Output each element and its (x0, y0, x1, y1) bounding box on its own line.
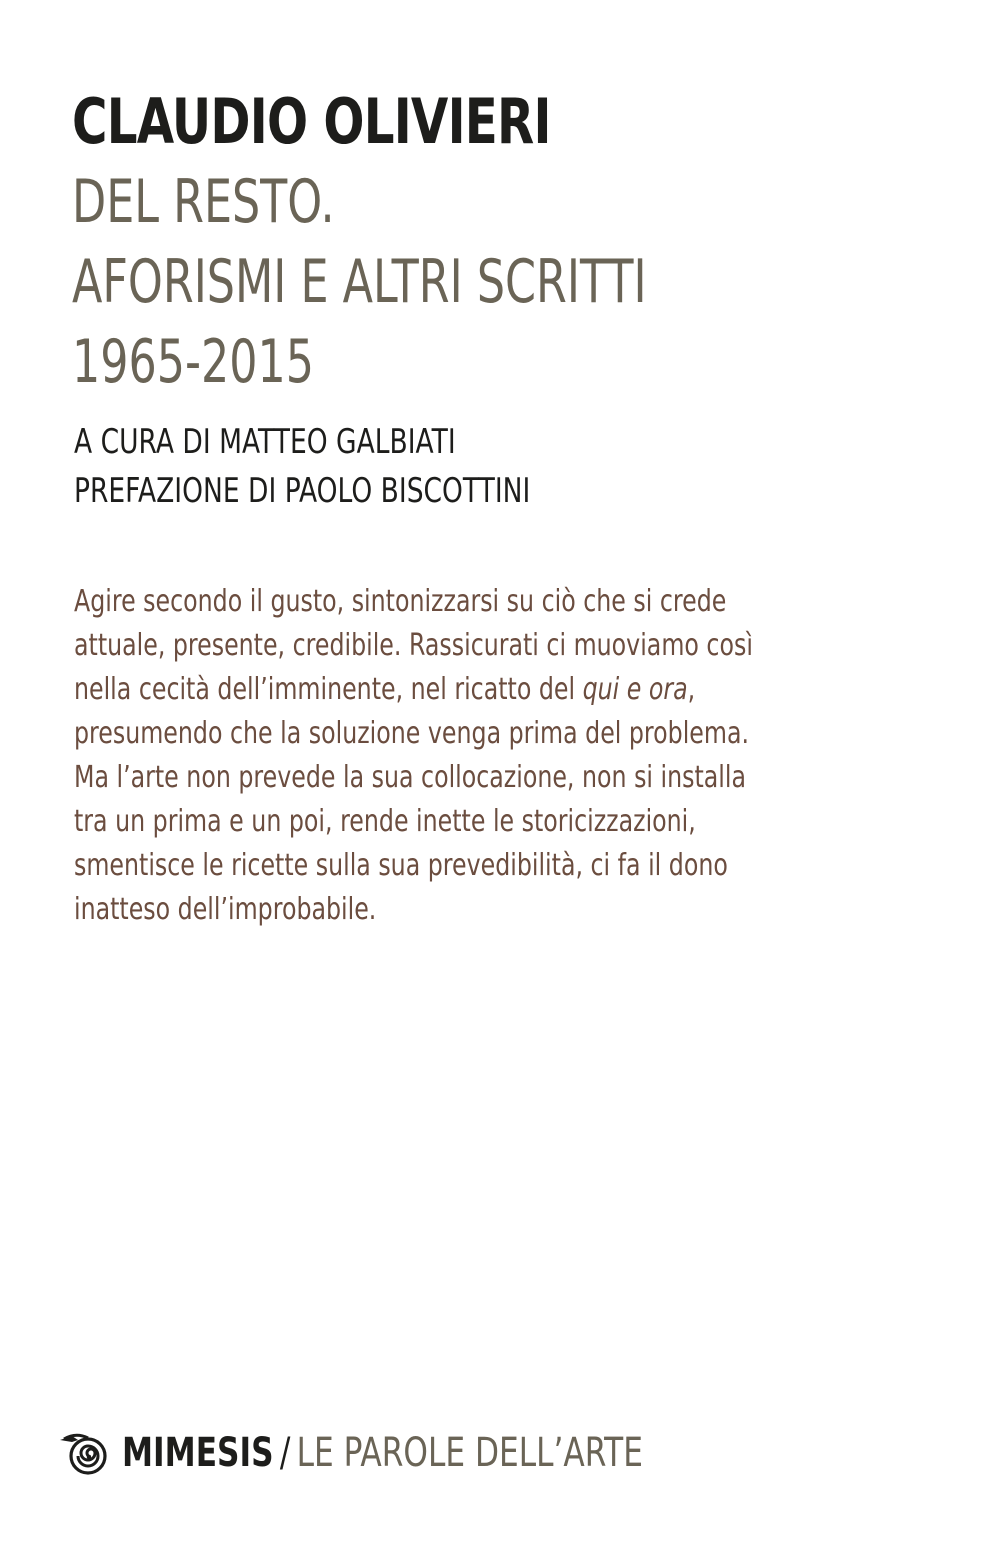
series-name: LE PAROLE DELL’ARTE (296, 1430, 643, 1476)
credits (74, 418, 530, 516)
blurb-line-7: smentisce le ricette sulla sua prevedibilità, ci fa il dono (74, 848, 728, 883)
blurb-line-8: inatteso dell’improbabile. (74, 892, 377, 927)
footer-text (122, 1428, 643, 1478)
title-line-2: AFORISMI E ALTRI SCRITTI (72, 247, 647, 317)
publisher-name: MIMESIS (122, 1430, 274, 1476)
blurb-line-4: presumendo che la soluzione venga prima del problema. (74, 716, 750, 751)
book-title (72, 162, 647, 402)
blurb-line-3-end: , (687, 672, 696, 707)
footer-separator: / (279, 1430, 291, 1476)
preface-credit: PREFAZIONE DI PAOLO BISCOTTINI (74, 471, 531, 511)
blurb-line-6: tra un prima e un poi, rende inette le storicizzazioni, (74, 804, 696, 839)
blurb-line-1: Agire secondo il gusto, sintonizzarsi su ciò che si crede (74, 584, 727, 619)
blurb-line-5: Ma l’arte non prevede la sua collocazione, non si installa (74, 760, 747, 795)
blurb-italic-phrase: qui e ora (582, 672, 688, 707)
editor-credit: A CURA DI MATTEO GALBIATI (74, 422, 456, 462)
mimesis-spiral-logo-icon (58, 1426, 112, 1480)
blurb-line-2: attuale, presente, credibile. Rassicurati ci muoviamo così (74, 628, 753, 663)
title-line-3: 1965-2015 (72, 327, 315, 397)
blurb-line-3 (74, 668, 753, 712)
blurb-text (74, 580, 753, 932)
blurb-line-3-start: nella cecità dell’imminente, nel ricatto del (74, 672, 583, 707)
author-name: CLAUDIO OLIVIERI (72, 85, 551, 158)
title-line-1: DEL RESTO. (72, 167, 335, 237)
